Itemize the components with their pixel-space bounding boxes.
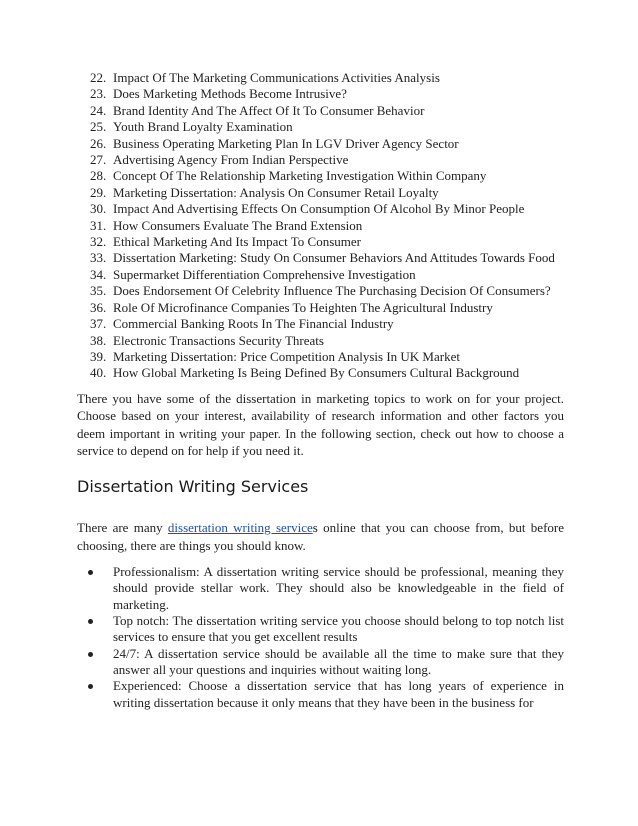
- list-number: 40.: [90, 365, 107, 381]
- bullet-item: [77, 646, 564, 679]
- list-number: 36.: [90, 299, 107, 315]
- bullet-icon: [88, 652, 93, 657]
- list-item: [90, 201, 564, 217]
- list-item: [90, 349, 564, 365]
- list-text: How Consumers Evaluate The Brand Extension: [113, 217, 363, 233]
- list-number: 22.: [90, 70, 107, 85]
- intro-text-after: s online that you can choose from, but before choosing, there are things you should know.: [77, 520, 565, 553]
- bullet-icon: [88, 619, 93, 624]
- list-text: Dissertation Marketing: Study On Consumer Behaviors And Attitudes Towards Food: [113, 250, 555, 266]
- list-item: [90, 316, 564, 332]
- bullet-item: [77, 564, 564, 613]
- bullet-item: [77, 678, 564, 711]
- list-item: [90, 168, 564, 184]
- bullet-text: 24/7: A dissertation service should be available all the time to make sure that they answer all your questions and inquiries without waiting long.: [113, 645, 564, 677]
- list-item: [90, 103, 564, 119]
- list-text: Does Endorsement Of Celebrity Influence The Purchasing Decision Of Consumers?: [113, 283, 551, 299]
- bullet-text: Top notch: The dissertation writing service you choose should belong to top notch list services to ensure that you get excellent results: [113, 613, 564, 645]
- list-item: [90, 86, 564, 102]
- list-text: Electronic Transactions Security Threats: [113, 332, 324, 348]
- bullet-icon: [88, 570, 93, 575]
- section-heading: Dissertation Writing Services: [77, 477, 309, 497]
- bullet-icon: [88, 684, 93, 689]
- list-item: [90, 218, 564, 234]
- list-text: How Global Marketing Is Being Defined By Consumers Cultural Background: [113, 365, 520, 381]
- list-number: 25.: [90, 119, 107, 135]
- list-item: [90, 333, 564, 349]
- criteria-list: [77, 564, 564, 711]
- list-item: [90, 250, 564, 266]
- list-text: Marketing Dissertation: Price Competition Analysis In UK Market: [113, 348, 460, 364]
- list-text: Impact Of The Marketing Communications Activities Analysis: [113, 70, 440, 85]
- list-number: 28.: [90, 168, 107, 184]
- list-number: 32.: [90, 234, 107, 250]
- list-text: Role Of Microfinance Companies To Heighten The Agricultural Industry: [113, 299, 493, 315]
- list-text: Business Operating Marketing Plan In LGV Driver Agency Sector: [113, 135, 459, 151]
- list-number: 33.: [90, 250, 107, 266]
- list-text: Ethical Marketing And Its Impact To Consumer: [113, 234, 361, 250]
- list-number: 34.: [90, 266, 107, 282]
- list-item: [90, 136, 564, 152]
- list-number: 37.: [90, 316, 107, 332]
- bullet-item: [77, 613, 564, 646]
- list-text: Commercial Banking Roots In The Financial Industry: [113, 316, 394, 332]
- list-number: 35.: [90, 283, 107, 299]
- summary-paragraph: There you have some of the dissertation in marketing topics to work on for your project. Choose based on your interest, availability of research information and other factors you deem important in writing your paper. In the following section, check out how to choose a service to depend on for help if you need it.: [77, 390, 564, 458]
- list-item: [90, 119, 564, 135]
- list-item: [90, 185, 564, 201]
- intro-paragraph: [77, 519, 564, 554]
- list-number: 29.: [90, 184, 107, 200]
- list-item: [90, 365, 564, 381]
- list-number: 30.: [90, 201, 107, 217]
- intro-text-before: There are many: [77, 520, 168, 536]
- list-number: 24.: [90, 102, 107, 118]
- list-number: 38.: [90, 332, 107, 348]
- list-text: Youth Brand Loyalty Examination: [113, 119, 293, 135]
- list-item: [90, 283, 564, 299]
- list-text: Concept Of The Relationship Marketing Investigation Within Company: [113, 168, 487, 184]
- list-text: Brand Identity And The Affect Of It To Consumer Behavior: [113, 102, 425, 118]
- list-item: [90, 152, 564, 168]
- list-number: 31.: [90, 217, 107, 233]
- list-text: Impact And Advertising Effects On Consumption Of Alcohol By Minor People: [113, 201, 525, 217]
- bullet-text: Experienced: Choose a dissertation service that has long years of experience in writing dissertation because it only means that they have been in the business for: [113, 678, 564, 710]
- list-number: 23.: [90, 86, 107, 102]
- list-text: Does Marketing Methods Become Intrusive?: [113, 86, 347, 102]
- bullet-text: Professionalism: A dissertation writing service should be professional, meaning they should provide stellar work. They should also be knowledgeable in the field of marketing.: [113, 564, 564, 612]
- list-item: [90, 267, 564, 283]
- list-number: 27.: [90, 152, 107, 168]
- dissertation-service-link[interactable]: dissertation writing service: [167, 520, 313, 536]
- topic-list: [90, 70, 564, 382]
- list-item: [90, 300, 564, 316]
- list-text: Advertising Agency From Indian Perspective: [113, 152, 349, 168]
- list-text: Supermarket Differentiation Comprehensive Investigation: [113, 266, 416, 282]
- list-number: 26.: [90, 135, 107, 151]
- list-item: [90, 70, 564, 86]
- list-item: [90, 234, 564, 250]
- list-number: 39.: [90, 348, 107, 364]
- list-text: Marketing Dissertation: Analysis On Consumer Retail Loyalty: [113, 184, 439, 200]
- page-content: [77, 70, 564, 711]
